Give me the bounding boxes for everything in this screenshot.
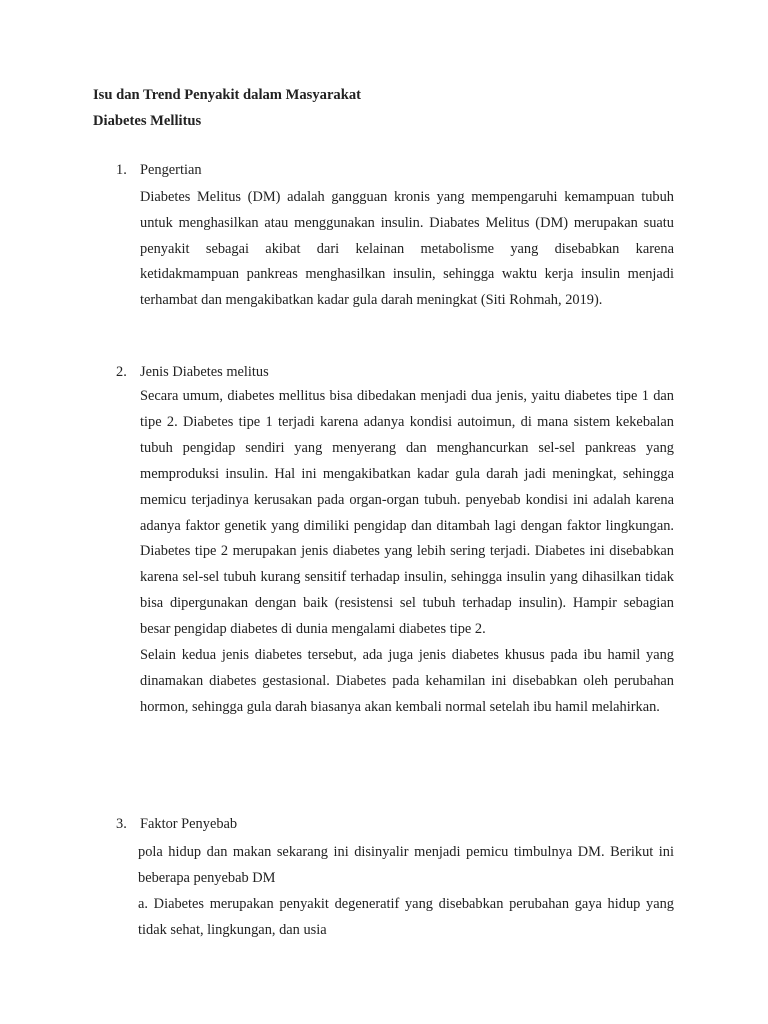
paragraph: Selain kedua jenis diabetes tersebut, ada juga jenis diabetes khusus pada ibu hamil yang dinamakan diabetes gestasional. Diabetes pada kehamilan ini disebabkan oleh perubahan hormon, sehingga gula darah biasanya akan kembali normal setelah ibu hamil melahirkan.: [140, 647, 674, 715]
section-heading: Pengertian: [140, 162, 202, 178]
paragraph: a. Diabetes merupakan penyakit degeneratif yang disebabkan perubahan gaya hidup yang tidak sehat, lingkungan, dan usia: [138, 896, 674, 938]
section-heading: Faktor Penyebab: [140, 816, 238, 832]
paragraph: Secara umum, diabetes mellitus bisa dibedakan menjadi dua jenis, yaitu diabetes tipe 1 dan tipe 2. Diabetes tipe 1 terjadi karena adanya kondisi autoimun, di mana sistem kekebalan tubuh pengidap sendiri yang menyerang dan menghancurkan sel-sel pankreas yang memproduksi insulin. Hal ini mengakibatkan kadar gula darah jadi meningkat, sehingga memicu terjadinya kerusakan pada organ-organ tubuh. penyebab kondisi ini adalah karena adanya faktor genetik yang dimiliki pengidap dan ditambah lagi dengan faktor lingkungan. Diabetes tipe 2 merupakan jenis diabetes yang lebih sering terjadi. Diabetes ini disebabkan karena sel-sel tubuh kurang sensitif terhadap insulin, sehingga insulin yang dihasilkan tidak bisa dipergunakan dengan baik (resistensi sel tubuh terhadap insulin). Hampir sebagian besar pengidap diabetes di dunia mengalami diabetes tipe 2.: [140, 388, 674, 638]
section-number: 3.: [116, 816, 127, 832]
paragraph: pola hidup dan makan sekarang ini disinyalir menjadi pemicu timbulnya DM. Berikut ini beberapa penyebab DM: [138, 844, 674, 886]
section-heading: Jenis Diabetes melitus: [140, 364, 269, 380]
section-body: [140, 384, 674, 721]
section-number: 1.: [116, 162, 127, 178]
document-subtitle: Diabetes Mellitus: [93, 113, 202, 129]
document-title: Isu dan Trend Penyakit dalam Masyarakat: [93, 87, 362, 103]
paragraph: Diabetes Melitus (DM) adalah gangguan kronis yang mempengaruhi kemampuan tubuh untuk menghasilkan atau menggunakan insulin. Diabates Melitus (DM) merupakan suatu penyakit sebagai akibat dari kelainan metabolisme yang disebabkan karena ketidakmampuan pankreas menghasilkan insulin, sehingga waktu kerja insulin menjadi terhambat dan mengakibatkan kadar gula darah meningkat (Siti Rohmah, 2019).: [140, 189, 674, 309]
section-number: 2.: [116, 364, 127, 380]
section-body: [140, 185, 674, 314]
section-body: [138, 839, 674, 943]
